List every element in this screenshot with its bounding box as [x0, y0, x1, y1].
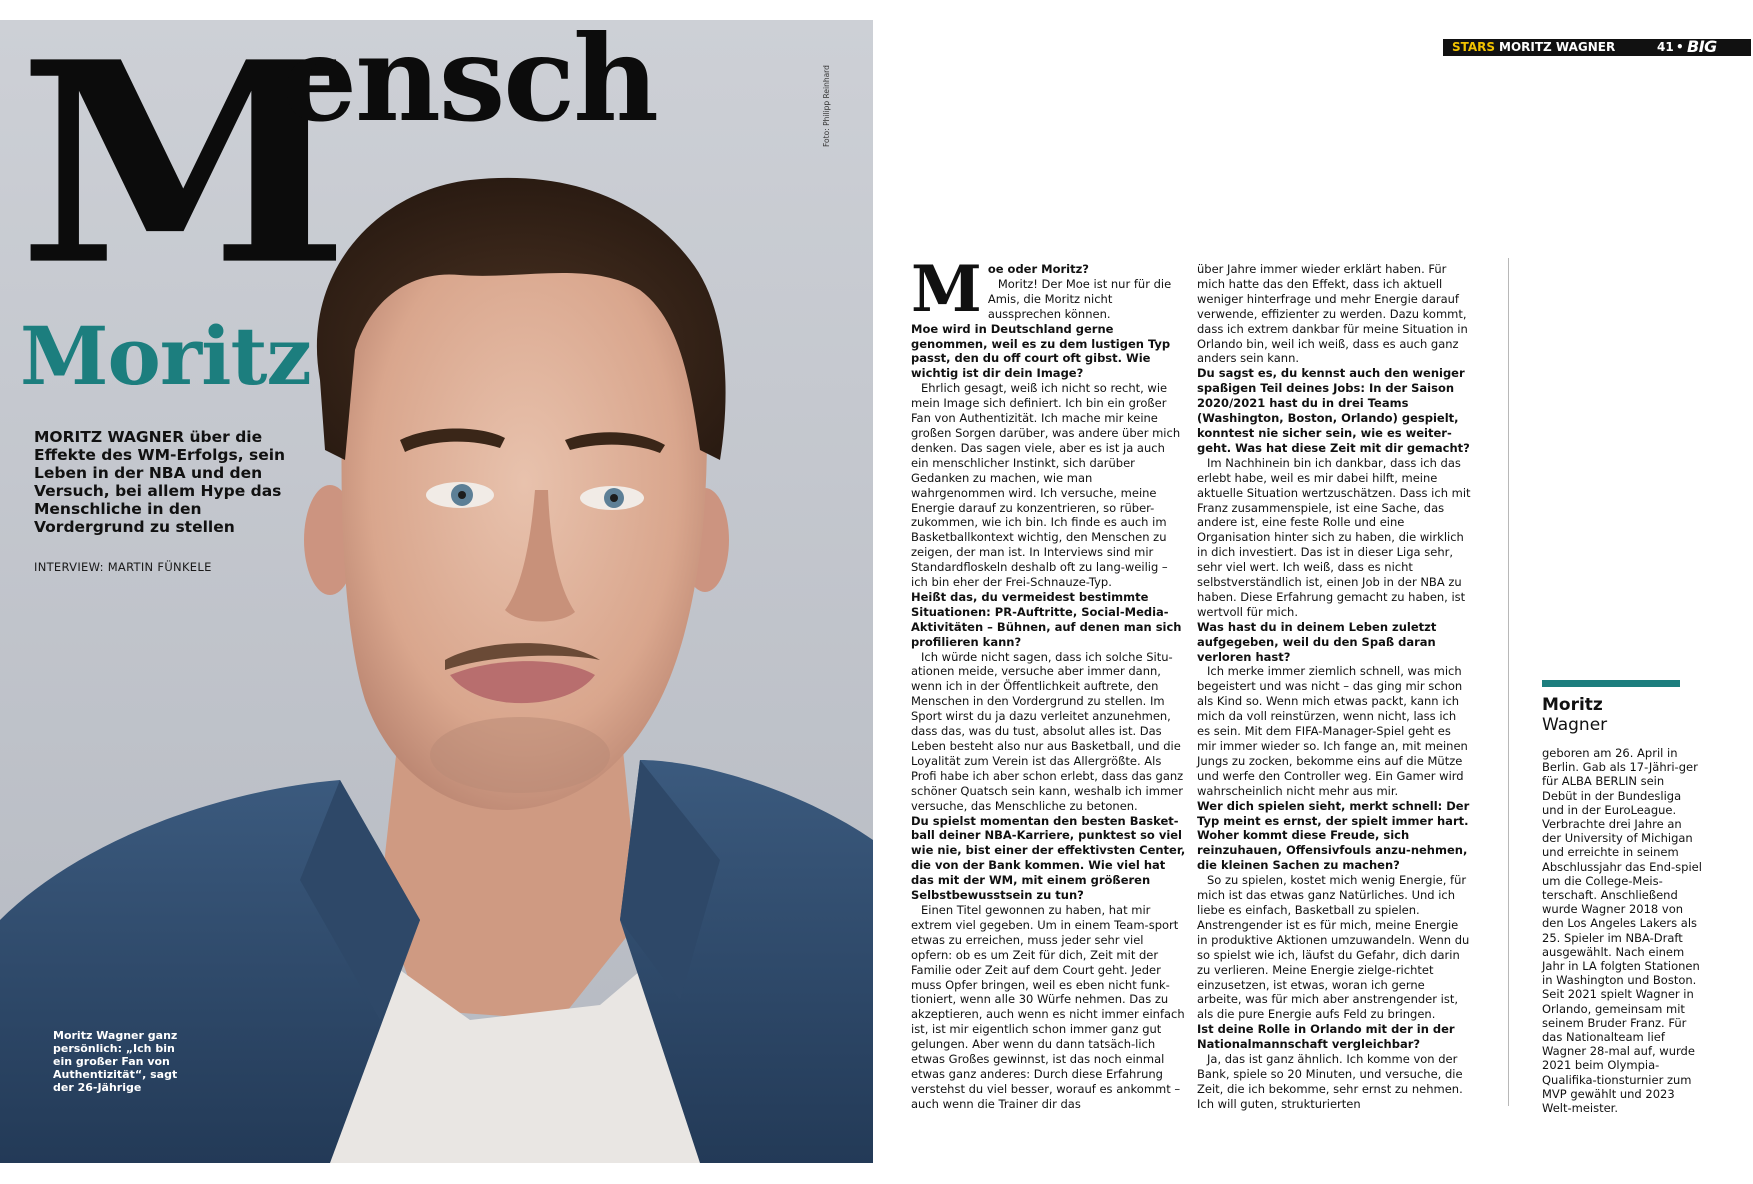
header-separator: • [1676, 40, 1684, 54]
interview-question: Wer dich spielen sieht, merkt schnell: Der Typ meint es ernst, der spielt immer hart. Woher kommt diese Freude, sich reinzuhauen, Offensivfouls anzu-nehmen, die kleinen Sachen zu machen? [1197, 798, 1470, 873]
article-column-1-body [911, 252, 1186, 1112]
interview-question: Heißt das, du vermeidest bestimmte Situationen: PR-Auftritte, Social-Media-Aktivitäten – Bühnen, auf denen man sich profilieren kann? [911, 589, 1182, 649]
article-column-2-body [1197, 262, 1472, 1112]
interview-question: Du sagst es, du kennst auch den weniger spaßigen Teil deines Jobs: In der Saison 2020/2021 hast du in drei Teams (Washington, Boston, Orlando) gespielt, konntest nie sicher sein, wie es weiter-geht. Was hat diese Zeit mit dir gemacht? [1197, 366, 1470, 455]
photo-caption: Moritz Wagner ganz persönlich: „Ich bin ein großer Fan von Authentizität“, sagt der 26-Jährige [53, 1029, 178, 1094]
title-rest: ensch [282, 20, 657, 148]
interview-question: Du spielst momentan den besten Basket-ball deiner NBA-Karriere, punktest so viel wie nie, bist einer der effektivsten Center, die von der Bank kommen. Wie viel hat das mit der WM, mit einem größeren Selbstbewusstsein zu tun? [911, 813, 1186, 903]
photo-credit-text: Foto: Philipp Reinhard [822, 65, 831, 147]
info-box-last-name: Wagner [1542, 715, 1608, 735]
cover-photo-page [0, 20, 873, 1163]
section-label: STARS [1452, 40, 1496, 54]
interview-answer: Einen Titel gewonnen zu haben, hat mir extrem viel gegeben. Um in einem Team-sport etwas zu erreichen, muss jeder sehr viel opfern: ob es um Zeit für dich, Zeit mit der Familie oder Zeit auf dem Court geht. Jeder muss Opfer bringen, weil es eben nicht funk-tioniert, wenn alle 30 Würfe nehmen. Das zu akzeptieren, auch wenn es nicht immer einfach ist, ist mir eigentlich schon immer ganz gut gelungen. Aber wenn du dann tatsäch-lich etwas Großes gewinnst, ist das noch einmal etwas ganz anderes: Durch diese Erfahrung verstehst du viel besser, worauf es ankommt – auch wenn die Trainer dir das [911, 902, 1185, 1111]
interview-answer: über Jahre immer wieder erklärt haben. Für mich hatte das den Effekt, dass ich aktuell weniger hinterfrage und mehr Energie darauf verwende, effizienter zu werden. Dazu kommt, dass ich extrem dankbar für meine Situation in Orlando bin, weil ich weiß, dass es auch ganz anders sein kann. [1197, 262, 1468, 366]
interview-answer: Moritz! Der Moe ist nur für die Amis, die Moritz nicht aussprechen können. [987, 276, 1172, 321]
interview-answer: Ich merke immer ziemlich schnell, was mich begeistert und was nicht – das ging mir schon als Kind so. Wenn mich etwas packt, kann ich mich da voll reinstürzen, wenn nicht, lass ich es sein. Mit dem FIFA-Manager-Spiel geht es mir immer wieder so. Ich fange an, mit meinen Jungs zu zocken, bekomme eins auf die Mütze und werfe den Controller weg. Ein Gamer wird wahrscheinlich nicht mehr aus mir. [1197, 664, 1468, 798]
drop-cap: M [911, 252, 982, 327]
info-box-bio: geboren am 26. April in Berlin. Gab als 17-Jähri-ger für ALBA BERLIN sein Debüt in der Bundesliga und in der EuroLeague. Verbrachte drei Jahre an der University of Michigan und erreichte in seinem Abschlussjahr das End-spiel um die College-Meis-terschaft. Anschließend wurde Wagner 2018 von den Los Angeles Lakers als 25. Spieler im NBA-Draft ausgewählt. Nach einem Jahr in LA folgten Stationen in Washington und Boston. Seit 2021 spielt Wagner in Orlando, gemeinsam mit seinem Bruder Franz. Für das Nationalteam lief Wagner 28-mal auf, wurde 2021 beim Olympia-Qualifika-tionsturnier zum MVP gewählt und 2023 Welt-meister. [1542, 746, 1702, 1116]
interview-answer: Im Nachhinein bin ich dankbar, dass ich das erlebt habe, weil es mir dabei hilft, meine aktuelle Situation wertzuschätzen. Dass ich mit Franz zusammenspiele, ist eine Sache, das andere ist, eine feste Rolle und eine Organisation hinter sich zu haben, die wirklich in dich investiert. Das ist in dieser Liga sehr, sehr viel wert. Ich weiß, dass es nicht selbstverständlich ist, einen Job in der NBA zu haben. Diese Erfahrung gemacht zu haben, ist wertvoll für mich. [1197, 455, 1471, 619]
article-column-2 [1197, 262, 1472, 1112]
title-initial: M [18, 20, 345, 326]
page-number: 41 [1657, 40, 1674, 54]
info-box-first-name: Moritz [1542, 695, 1603, 715]
interview-question: Ist deine Rolle in Orlando mit der in der Nationalmannschaft vergleichbar? [1197, 1022, 1455, 1052]
subtitle-name: Moritz [20, 309, 311, 403]
header-subject-name: MORITZ WAGNER [1499, 40, 1616, 54]
column-divider [1508, 258, 1509, 1106]
interview-question: Moe wird in Deutschland gerne genommen, weil es zu dem lustigen Typ passt, den du off court oft gibst. Wie wichtig ist dir dein Image? [911, 321, 1171, 381]
interview-byline: INTERVIEW: MARTIN FÜNKELE [34, 560, 212, 574]
article-column-1 [911, 252, 1186, 1112]
interview-answer: Ich würde nicht sagen, dass ich solche Situ-ationen meide, versuche aber immer dann, wenn ich in der Öffentlichkeit auftrete, den Menschen in den Vordergrund zu stellen. Im Sport wirst du ja dazu verleitet anzunehmen, dass das, was du tust, absolut alles ist. Das Leben besteht also nur aus Basketball, und die Loyalität zum Verein ist das Allergrößte. Als Profi habe ich aber schon erlebt, dass das ganz schöner Quatsch sein kann, weshalb ich immer versuche, das Menschliche zu betonen. [911, 649, 1184, 813]
photo-credit [822, 57, 834, 147]
interview-answer: Ehrlich gesagt, weiß ich nicht so recht, wie mein Image sich definiert. Ich bin ein großer Fan von Authentizität. Ich mache mir keine großen Sorgen darüber, was andere über mich denken. Das sagen viele, aber es ist ja auch ein menschlicher Instinkt, sich darüber Gedanken zu machen, wie man wahrgenommen wird. Ich versuche, meine Energie darauf zu konzentrieren, so rüber-zukommen, wie ich bin. Ich finde es auch im Basketballkontext wichtig, den Menschen zu zeigen, der man ist. In Interviews sind mir Standardfloskeln deshalb oft zu lang-weilig – ich bin eher der Frei-Schnauze-Typ. [911, 381, 1181, 590]
interview-answer: Ja, das ist ganz ähnlich. Ich komme von der Bank, spiele so 20 Minuten, und versuche, die Zeit, die ich bekomme, sehr ernst zu nehmen. Ich will guten, strukturierten [1197, 1052, 1463, 1111]
interview-question: oe oder Moritz? [987, 262, 1089, 276]
magazine-logo: BIG [1687, 37, 1717, 56]
interview-question: Was hast du in deinem Leben zuletzt aufgegeben, weil du den Spaß daran verloren hast? [1197, 619, 1437, 664]
article-dek: MORITZ WAGNER über die Effekte des WM-Erfolgs, sein Leben in der NBA und den Versuch, bei allem Hype das Menschliche in den Vordergrund zu stellen [34, 428, 286, 536]
interview-answer: So zu spielen, kostet mich wenig Energie, für mich ist das etwas ganz Natürliches. Und ich liebe es einfach, Basketball zu spielen. Anstrengender ist es für mich, meine Energie in produktive Aktionen umzuwandeln. Wenn du so spielst wie ich, läufst du Gefahr, dich darin zu verlieren. Meine Energie zielge-richtet einzusetzen, ist etwas, woran ich gerne arbeite, was für mich aber anstrengender ist, als die pure Energie aufs Feld zu bringen. [1197, 873, 1470, 1022]
info-box-accent-rule [1542, 680, 1680, 687]
